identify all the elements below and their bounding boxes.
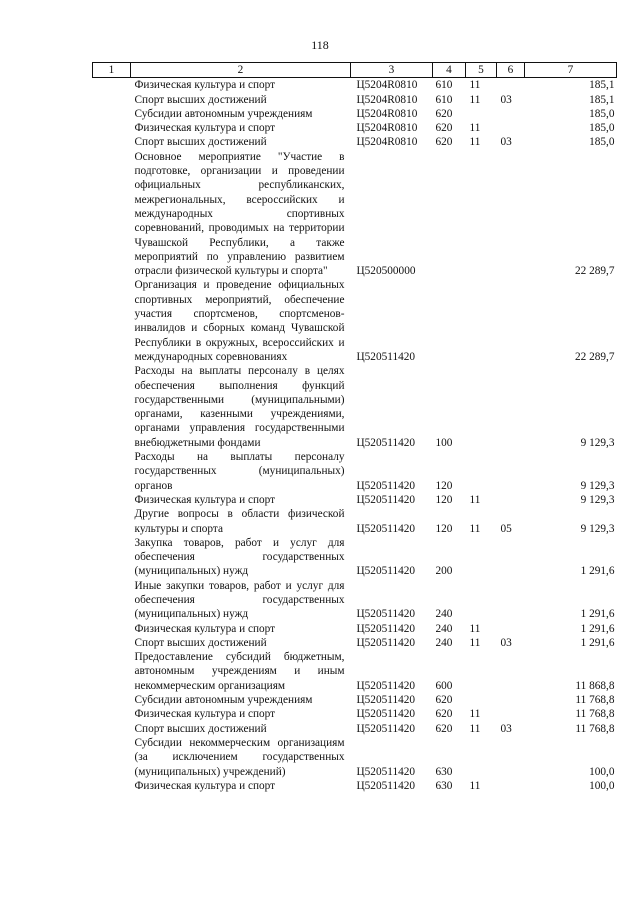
cell-vr: 620 — [435, 122, 453, 135]
table-row — [93, 450, 617, 493]
cell-amount: 185,0 — [589, 122, 615, 135]
cell-empty — [93, 150, 131, 279]
cell-empty — [93, 121, 131, 135]
table-row — [93, 135, 617, 149]
cell-vr: 610 — [435, 93, 453, 106]
cell-empty — [93, 493, 131, 507]
cell-code: Ц520511420 — [356, 779, 416, 792]
cell-empty — [93, 107, 131, 121]
cell-empty — [93, 93, 131, 107]
cell-sub — [497, 278, 525, 364]
cell-code: Ц520511420 — [356, 493, 416, 506]
cell-code: Ц520511420 — [356, 522, 416, 535]
cell-code: Ц520511420 — [356, 565, 416, 578]
cell-sub — [497, 707, 525, 721]
header-col-1: 1 — [93, 63, 131, 78]
cell-amount: 185,1 — [589, 79, 615, 92]
cell-empty — [93, 579, 131, 622]
cell-code: Ц520511420 — [356, 679, 416, 692]
cell-amount: 11 768,8 — [575, 708, 615, 721]
cell-amount: 9 129,3 — [580, 479, 615, 492]
cell-sec: 11 — [469, 636, 481, 649]
cell-sec: 11 — [469, 79, 481, 92]
cell-sub: 05 — [500, 522, 512, 535]
cell-code: Ц520500000 — [356, 265, 416, 278]
cell-code: Ц520511420 — [356, 694, 416, 707]
cell-sec — [466, 536, 497, 579]
cell-sub — [497, 107, 525, 121]
table-row — [93, 736, 617, 779]
cell-empty — [93, 779, 131, 793]
cell-sec: 11 — [469, 136, 481, 149]
cell-sub: 03 — [500, 93, 512, 106]
cell-code: Ц520511420 — [356, 765, 416, 778]
cell-vr: 620 — [435, 136, 453, 149]
table-row — [93, 364, 617, 450]
cell-name: Закупка товаров, работ и услуг для обеспечения государственных (муниципальных) нужд — [134, 536, 345, 578]
table-row — [93, 78, 617, 93]
cell-sec: 11 — [469, 622, 481, 635]
table-row — [93, 650, 617, 693]
cell-name: Физическая культура и спорт — [134, 79, 276, 92]
cell-amount: 11 868,8 — [575, 679, 615, 692]
header-col-4: 4 — [433, 63, 466, 78]
cell-sec — [466, 107, 497, 121]
cell-sec — [466, 650, 497, 693]
cell-empty — [93, 135, 131, 149]
cell-sub — [497, 450, 525, 493]
cell-amount: 9 129,3 — [580, 522, 615, 535]
cell-sec: 11 — [469, 779, 481, 792]
cell-empty — [93, 722, 131, 736]
cell-vr: 240 — [435, 622, 453, 635]
budget-table — [92, 62, 617, 793]
header-col-5: 5 — [466, 63, 497, 78]
cell-vr — [433, 150, 466, 279]
cell-name: Организация и проведение официальных спортивных мероприятий, обеспечение участия спортсменов, спортсменов-инвалидов и сборных команд Чувашской Республики в окружных, всероссийских и международных соревнованиях — [134, 279, 345, 363]
cell-vr: 630 — [435, 765, 453, 778]
cell-code: Ц520511420 — [356, 479, 416, 492]
cell-empty — [93, 693, 131, 707]
cell-sec — [466, 736, 497, 779]
cell-vr: 120 — [435, 522, 453, 535]
cell-name: Спорт высших достижений — [134, 136, 267, 149]
table-row — [93, 622, 617, 636]
table-row — [93, 150, 617, 279]
cell-code: Ц520511420 — [356, 608, 416, 621]
cell-amount: 9 129,3 — [580, 436, 615, 449]
cell-empty — [93, 622, 131, 636]
cell-amount: 185,0 — [589, 136, 615, 149]
cell-vr: 240 — [435, 608, 453, 621]
cell-sec: 11 — [469, 122, 481, 135]
cell-amount: 100,0 — [589, 779, 615, 792]
cell-name: Физическая культура и спорт — [134, 493, 276, 506]
table-row — [93, 93, 617, 107]
cell-sec: 11 — [469, 708, 481, 721]
cell-name: Спорт высших достижений — [134, 636, 267, 649]
cell-name: Физическая культура и спорт — [134, 122, 276, 135]
cell-code: Ц520511420 — [356, 636, 416, 649]
table-row — [93, 536, 617, 579]
cell-name: Иные закупки товаров, работ и услуг для обеспечения государственных (муниципальных) нужд — [134, 579, 345, 621]
cell-code: Ц520511420 — [356, 436, 416, 449]
cell-vr: 200 — [435, 565, 453, 578]
cell-vr: 100 — [435, 436, 453, 449]
cell-amount: 100,0 — [589, 765, 615, 778]
cell-amount: 1 291,6 — [580, 636, 615, 649]
table-row — [93, 779, 617, 793]
cell-code: Ц5204R0810 — [356, 122, 418, 135]
cell-sub: 03 — [500, 722, 512, 735]
table-row — [93, 579, 617, 622]
table-row — [93, 493, 617, 507]
table-body — [93, 78, 617, 793]
cell-vr: 620 — [435, 694, 453, 707]
header-col-2: 2 — [131, 63, 351, 78]
cell-vr: 610 — [435, 79, 453, 92]
cell-sec: 11 — [469, 493, 481, 506]
cell-name: Расходы на выплаты персоналу в целях обеспечения выполнения функций государственными (муниципальными) органами, казенными учреждениями, органами управления государственными внебюджетными фондами — [134, 365, 345, 449]
cell-sub — [497, 736, 525, 779]
cell-amount: 1 291,6 — [580, 565, 615, 578]
cell-sub: 03 — [500, 136, 512, 149]
cell-sub — [497, 493, 525, 507]
cell-name: Субсидии автономным учреждениям — [134, 107, 313, 120]
cell-sec — [466, 450, 497, 493]
cell-name: Субсидии автономным учреждениям — [134, 694, 313, 707]
cell-sub — [497, 364, 525, 450]
header-col-6: 6 — [497, 63, 525, 78]
table-row — [93, 507, 617, 536]
cell-amount: 22 289,7 — [574, 350, 615, 363]
cell-vr: 620 — [435, 708, 453, 721]
table-row — [93, 693, 617, 707]
cell-amount: 1 291,6 — [580, 608, 615, 621]
cell-sec — [466, 278, 497, 364]
cell-amount: 11 768,8 — [575, 722, 615, 735]
cell-name: Расходы на выплаты персоналу государственных (муниципальных) органов — [134, 451, 345, 492]
cell-amount: 9 129,3 — [580, 493, 615, 506]
cell-sec: 11 — [469, 93, 481, 106]
table-row — [93, 636, 617, 650]
cell-amount: 185,0 — [589, 107, 615, 120]
cell-sec — [466, 693, 497, 707]
cell-vr — [433, 278, 466, 364]
cell-code: Ц520511420 — [356, 708, 416, 721]
cell-name: Физическая культура и спорт — [134, 779, 276, 792]
cell-empty — [93, 536, 131, 579]
table-row — [93, 107, 617, 121]
cell-sub — [497, 579, 525, 622]
cell-empty — [93, 450, 131, 493]
table-row — [93, 278, 617, 364]
cell-empty — [93, 78, 131, 93]
cell-empty — [93, 736, 131, 779]
cell-sec: 11 — [469, 522, 481, 535]
cell-vr: 620 — [435, 722, 453, 735]
cell-vr: 620 — [435, 107, 453, 120]
cell-code: Ц520511420 — [356, 722, 416, 735]
cell-amount: 1 291,6 — [580, 622, 615, 635]
cell-code: Ц520511420 — [356, 350, 416, 363]
cell-amount: 185,1 — [589, 93, 615, 106]
cell-sub: 03 — [500, 636, 512, 649]
cell-vr: 120 — [435, 493, 453, 506]
cell-empty — [93, 278, 131, 364]
cell-empty — [93, 650, 131, 693]
cell-code: Ц5204R0810 — [356, 107, 418, 120]
cell-empty — [93, 364, 131, 450]
cell-empty — [93, 636, 131, 650]
cell-vr: 600 — [435, 679, 453, 692]
cell-name: Предоставление субсидий бюджетным, автономным учреждениям и иным некоммерческим организациям — [134, 651, 345, 692]
cell-sec — [466, 150, 497, 279]
cell-code: Ц5204R0810 — [356, 93, 418, 106]
cell-name: Физическая культура и спорт — [134, 622, 276, 635]
cell-sub — [497, 150, 525, 279]
cell-code: Ц5204R0810 — [356, 136, 418, 149]
cell-sub — [497, 650, 525, 693]
cell-code: Ц520511420 — [356, 622, 416, 635]
cell-code: Ц5204R0810 — [356, 79, 418, 92]
cell-sec: 11 — [469, 722, 481, 735]
cell-amount: 11 768,8 — [575, 694, 615, 707]
cell-name: Спорт высших достижений — [134, 93, 267, 106]
cell-empty — [93, 707, 131, 721]
cell-amount: 22 289,7 — [574, 265, 615, 278]
cell-sub — [497, 536, 525, 579]
header-row — [93, 63, 617, 78]
header-col-7: 7 — [525, 63, 617, 78]
cell-name: Другие вопросы в области физической культуры и спорта — [134, 508, 345, 535]
cell-sub — [497, 779, 525, 793]
cell-name: Физическая культура и спорт — [134, 708, 276, 721]
cell-sub — [497, 693, 525, 707]
table-row — [93, 722, 617, 736]
cell-empty — [93, 507, 131, 536]
cell-sub — [497, 121, 525, 135]
cell-name: Субсидии некоммерческим организациям (за исключением государственных (муниципальных) учреждений) — [134, 736, 345, 778]
page-number: 118 — [311, 38, 329, 52]
cell-vr: 240 — [435, 636, 453, 649]
cell-name: Основное мероприятие "Участие в подготовке, организации и проведении официальных республиканских, межрегиональных, всероссийских и международных спортивных соревнований, проводимых на территории Чувашской Республики, а также мероприятий по управлению развитием отрасли физической культуры и спорта" — [134, 150, 345, 278]
header-col-3: 3 — [351, 63, 433, 78]
cell-name: Спорт высших достижений — [134, 722, 267, 735]
cell-sub — [497, 78, 525, 93]
table-header — [93, 63, 617, 78]
cell-sec — [466, 364, 497, 450]
cell-sec — [466, 579, 497, 622]
cell-vr: 630 — [435, 779, 453, 792]
table-row — [93, 121, 617, 135]
table-row — [93, 707, 617, 721]
cell-sub — [497, 622, 525, 636]
cell-vr: 120 — [435, 479, 453, 492]
